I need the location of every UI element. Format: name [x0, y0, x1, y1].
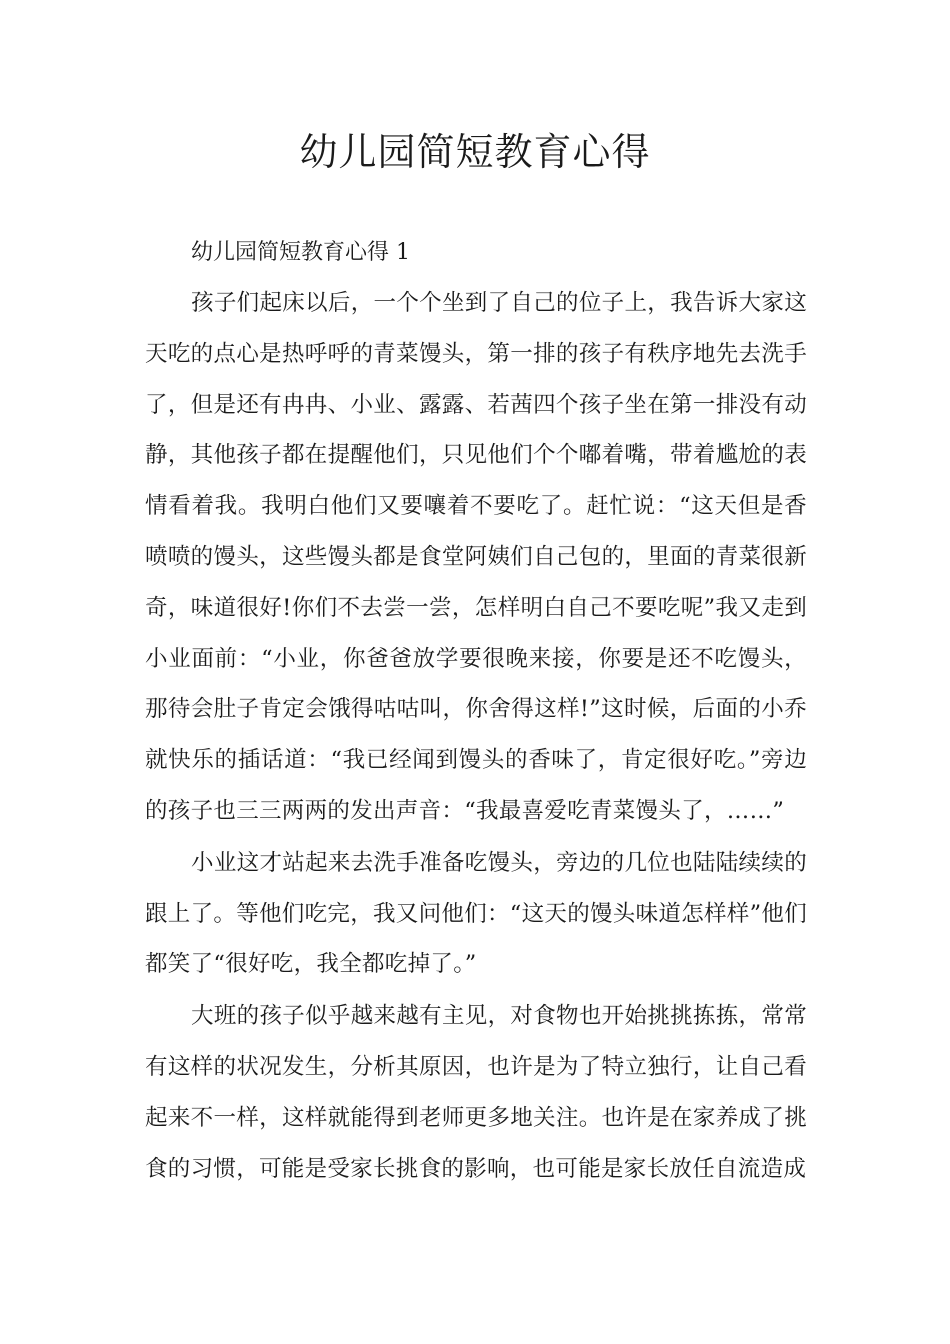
paragraph-2: 小业这才站起来去洗手准备吃馒头，旁边的几位也陆陆续续的跟上了。等他们吃完，我又问他们：“这天的馒头味道怎样样”他们都笑了“很好吃，我全都吃掉了。” [145, 849, 808, 978]
document-body [145, 228, 807, 1194]
paragraph-3: 大班的孩子似乎越来越有主见，对食物也开始挑挑拣拣，常常有这样的状况发生，分析其原因，也许是为了特立独行，让自己看起来不一样，这样就能得到老师更多地关注。也许是在家养成了挑食的习惯，可能是受家长挑食的影响，也可能是家长放任自流造成 [145, 1003, 807, 1182]
document-title: 幼儿园简短教育心得 [299, 130, 651, 174]
paragraph-1: 孩子们起床以后，一个个坐到了自己的位子上，我告诉大家这天吃的点心是热呼呼的青菜馒头，第一排的孩子有秩序地先去洗手了，但是还有冉冉、小业、露露、若茜四个孩子坐在第一排没有动静，其他孩子都在提醒他们，只见他们个个嘟着嘴，带着尴尬的表情看着我。我明白他们又要嚷着不要吃了。赶忙说：“这天但是香喷喷的馒头，这些馒头都是食堂阿姨们自己包的，里面的青菜很新奇，味道很好!你们不去尝一尝，怎样明白自己不要吃呢”我又走到小业面前：“小业，你爸爸放学要很晚来接，你要是还不吃馒头，那待会肚子肯定会饿得咕咕叫，你舍得这样!”这时候，后面的小乔就快乐的插话道：“我已经闻到馒头的香味了，肯定很好吃。”旁边的孩子也三三两两的发出声音：“我最喜爱吃青菜馒头了，……” [145, 290, 807, 824]
section-heading: 幼儿园简短教育心得 1 [191, 240, 410, 265]
